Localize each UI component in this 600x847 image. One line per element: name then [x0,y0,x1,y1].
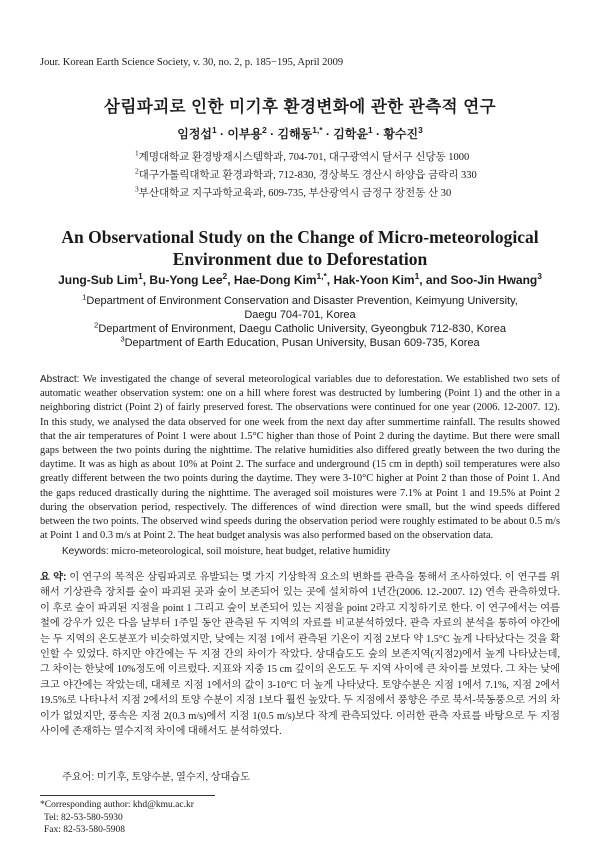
english-title [0,226,600,270]
korean-abstract-body: 이 연구의 목적은 삼림파괴로 유발되는 몇 가지 기상학적 요소의 변화를 관측을 통해서 조사하였다. 이 연구를 위해서 기상관측 장치를 숲이 파괴된 곳과 숲이 보존되어 있는 곳에 설치하여 1년간(2006. 12.-2007. 12) 연속 관측하였다. 이 후로 숲이 파괴된 지점을 point 1 그리고 숲이 보존되어 있는 지점을 point 2라고 지칭하기로 한다. 이 연구에서는 여름철에 강우가 있은 다음 날부터 1주일 동안 관측된 두 지역의 자료를 비교분석하였다. 관측 자료의 분석을 통하여 야간에는 두 지역의 온도분포가 비슷하였지만, 낮에는 지점 1에서 관측된 기온이 지점 2보다 약 1.5°C 높게 나타났다는 것을 확인할 수 있었다. 하지만 야간에는 두 지점 간의 차이가 작았다. 상대습도도 숲의 보존지역(지점2)에서 높게 나타났는데, 그 차이는 한낮에 10%정도에 이르렀다. 지표와 지중 15 cm 깊이의 온도도 두 지역 사이에 큰 차이를 보였다. 그 차는 낮에 크고 야간에는 작았는데, 대체로 지점 1에서의 값이 3-10°C 더 높게 나타났다. 토양수분은 지점 1에서 7.1%, 지점 2에서 19.5%로 나타나서 지점 2에서의 토양 수분이 지점 1보다 훨씬 높았다. 두 지점에서 풍향은 주로 북서-북동풍으로 거의 차이가 없었지만, 풍속은 지점 2(0.3 m/s)에서 지점 1(0.5 m/s)보다 작게 관측되었다. 이러한 관측 자료를 바탕으로 두 지점 사이에 존재하는 열수지적 차이에 대해서도 분석하였다. [40,572,560,738]
affiliation-text: 대구가톨릭대학교 환경과학과, 712-830, 경상북도 경산시 하양읍 금락리 330 [138,170,477,181]
author-superscript: 2 [222,271,228,281]
affiliation-text: 부산대학교 지구과학교육과, 609-735, 부산광역시 금정구 장전동 산 30 [138,188,452,199]
author-superscript: 1,* [316,271,327,281]
korean-author: 김학윤 [333,127,368,141]
author-superscript: 1 [138,271,143,281]
author-separator: · [372,127,384,141]
english-author: Hae-Dong Kim [233,273,317,287]
fax-line: Fax: 82-53-580-5908 [44,825,126,835]
affiliation-superscript: 1 [82,292,87,302]
korean-affiliation [135,149,469,167]
english-affiliation [0,294,600,309]
keywords-label: Keywords: [62,546,109,557]
english-affiliation [0,322,600,337]
english-affiliation [0,336,600,351]
korean-abstract-label: 요 약: [40,572,67,583]
affiliation-text: Department of Environment Conservation and Disaster Prevention, Keimyung University, [86,295,518,307]
korean-author: 황수진 [383,127,419,141]
affiliation-text: Department of Environment, Daegu Catholic University, Gyeongbuk 712-830, Korea [98,323,506,335]
english-abstract [40,373,560,543]
korean-keywords [62,768,250,783]
author-superscript: 1,* [312,125,323,135]
author-superscript: 3 [418,125,423,135]
author-superscript: 3 [537,271,542,281]
affiliation-text: 계명대학교 환경방재시스템학과, 704-701, 대구광역시 달서구 신당동 1000 [138,152,470,163]
author-separator: · [266,127,278,141]
author-superscript: 1 [212,125,217,135]
author-superscript: 2 [262,125,267,135]
abstract-body: We investigated the change of several meteorological variables due to deforestation. We established two sets of automatic weather observation system: one on a hill where forest was destructed by lumbering (Point 1) and the other in a neighboring district (Point 2) of fairly preserved forest. The observations were continued for one year (2006. 12-2007. 12). In this study, we analysed the data observed for one week from the next day after summertime rainfall. The results showed that the air temperatures of Point 1 were about 1.5°C higher than those of Point 2 during the daytime. But there were small gaps between the two points during the nighttime. The relative humidities also differed greatly between the two during the daytime. It was as high as about 10% at Point 2. The surface and underground (15 cm in depth) soil temperatures were also greatly different between the two points during the daytime. They were 3-10°C higher at Point 2 than those of Point 1. And the gaps reduced drastically during the nighttime. The averaged soil moistures were 7.1% at Point 1 and 19.5% at Point 2 during the observation period, respectively. The differences of wind direction were small, but the wind speeds differed between the two points. The observed wind speeds during the observation period were roughly estimated to be about 0.5 m/s at Point 1 and 0.3 m/s at Point 2. The heat budget analysis was also performed based on the observation data. [40,374,560,542]
korean-author-list [0,125,600,142]
english-author: Hak-Yoon Kim [333,273,415,287]
author-separator: · [216,127,228,141]
english-title-line: Environment due to Deforestation [172,249,428,269]
korean-title: 삼림파괴로 인한 미기후 환경변화에 관한 관측적 연구 [103,98,497,116]
english-author: Soo-Jin Hwang [450,273,538,287]
affiliation-superscript: 3 [135,184,139,194]
author-separator: · [322,127,334,141]
english-title-line: An Observational Study on the Change of Micro-meteorological [61,227,539,247]
author-superscript: 1 [414,271,420,281]
corresponding-label: *Corresponding author: [40,800,131,810]
english-author: Jung-Sub Lim [58,273,139,287]
english-affiliation-continued: Daegu 704-701, Korea [244,309,356,321]
english-keywords [62,546,390,557]
affiliation-superscript: 1 [135,148,139,158]
footnote-divider [40,795,215,796]
affiliation-superscript: 3 [120,334,125,344]
english-author-list: Jung-Sub Lim$^1$, Bu-Yong Lee$^2$, Hae-Dong Kim$^{1,*}$, Hak-Yoon Kim$^1$, and Soo-Jin Hwang$^3$ [58,271,542,287]
affiliation-superscript: 2 [94,320,99,330]
author-superscript: 1 [367,125,373,135]
korean-affiliation [135,185,451,203]
english-author: Bu-Yong Lee [149,273,223,287]
affiliation-superscript: 2 [135,166,139,176]
korean-author: 김해동 [277,127,313,141]
korean-affiliation [135,167,477,185]
corresponding-email: khd@kmu.ac.kr [132,800,194,810]
korean-author: 임정섭 [177,127,213,141]
korean-keywords-body: 미기후, 토양수분, 열수지, 상대습도 [96,772,250,783]
korean-abstract [40,570,560,739]
korean-keywords-label: 주요어: [62,772,95,783]
korean-author: 이부용 [227,127,263,141]
telephone-line: Tel: 82-53-580-5930 [44,812,123,823]
keywords-body: micro-meteorological, soil moisture, heat budget, relative humidity [111,546,391,557]
corresponding-author-line [40,799,194,812]
affiliation-text: Department of Earth Education, Pusan University, Busan 609-735, Korea [124,337,480,349]
corresponding-author-footnote [40,799,194,837]
journal-citation: Jour. Korean Earth Science Society, v. 30, no. 2, p. 185−195, April 2009 [40,57,344,68]
abstract-label: Abstract: [40,374,80,385]
